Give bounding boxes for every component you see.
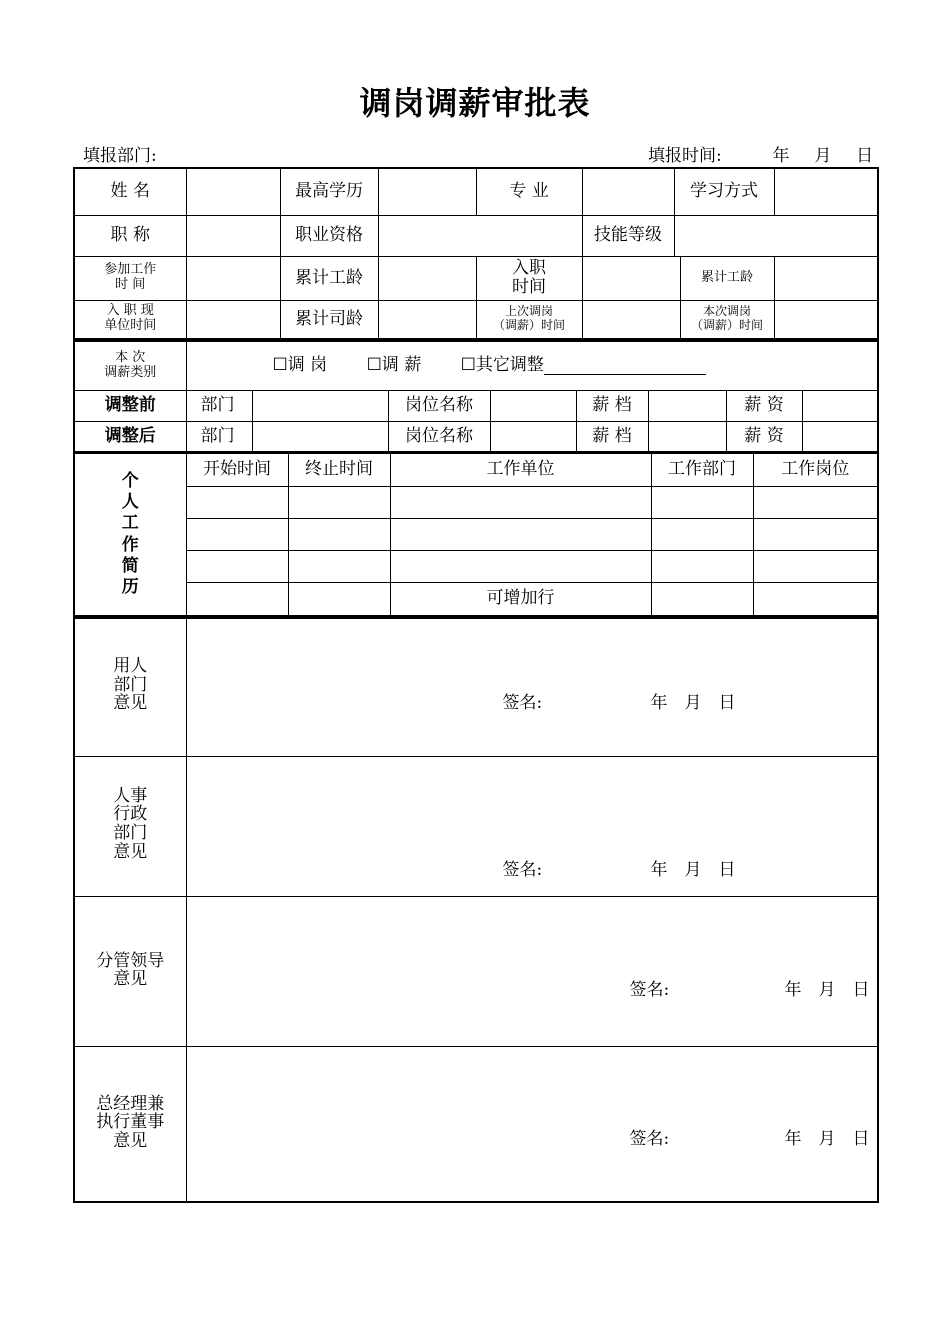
resume-table <box>73 452 879 617</box>
leader-month: 月 <box>818 979 836 1000</box>
table-row <box>74 518 878 550</box>
fill-time-label: 填报时间: <box>648 146 722 166</box>
after-dept-field[interactable] <box>252 421 388 452</box>
gm-day: 日 <box>852 1128 870 1149</box>
resume-cell[interactable] <box>186 518 288 550</box>
basic-info-table <box>73 167 879 340</box>
before-post-label: 岗位名称 <box>388 390 490 421</box>
before-post-field[interactable] <box>490 390 576 421</box>
total-years-label-2: 累计工龄 <box>680 256 774 300</box>
this-adjust-field[interactable] <box>774 300 878 339</box>
resume-cell[interactable] <box>288 486 390 518</box>
resume-cell[interactable] <box>288 582 390 616</box>
before-salary-label: 薪 资 <box>726 390 802 421</box>
leader-opinion-field[interactable] <box>186 896 878 1046</box>
resume-cell[interactable] <box>753 582 878 616</box>
study-mode-label: 学习方式 <box>674 168 774 215</box>
resume-cell[interactable] <box>753 518 878 550</box>
option-salary[interactable]: ☐调 薪 <box>366 355 422 376</box>
col-start-time: 开始时间 <box>186 453 288 486</box>
resume-cell[interactable] <box>753 550 878 582</box>
leader-year: 年 <box>784 979 802 1000</box>
col-end-time: 终止时间 <box>288 453 390 486</box>
dept-month: 月 <box>684 693 702 713</box>
join-work-field[interactable] <box>186 256 280 300</box>
major-field[interactable] <box>582 168 674 215</box>
skill-level-field[interactable] <box>674 215 878 256</box>
skill-level-label: 技能等级 <box>582 215 674 256</box>
adjust-type-options <box>186 341 878 390</box>
hr-sign-label: 签名: <box>502 859 543 880</box>
option-post[interactable]: ☐调 岗 <box>272 355 328 376</box>
resume-cell[interactable] <box>753 486 878 518</box>
resume-cell[interactable] <box>288 518 390 550</box>
before-dept-field[interactable] <box>252 390 388 421</box>
dept-opinion-field[interactable] <box>186 618 878 756</box>
hr-opinion-field[interactable] <box>186 756 878 896</box>
dept-sign-label: 签名: <box>502 693 543 713</box>
resume-cell[interactable] <box>651 518 753 550</box>
resume-cell[interactable] <box>390 518 651 550</box>
after-post-field[interactable] <box>490 421 576 452</box>
gm-opinion-label: 总经理兼 执行董事 意见 <box>74 1046 186 1202</box>
after-salary-label: 薪 资 <box>726 421 802 452</box>
edu-field[interactable] <box>378 168 476 215</box>
after-label: 调整后 <box>74 421 186 452</box>
after-grade-field[interactable] <box>648 421 726 452</box>
gm-month: 月 <box>818 1128 836 1149</box>
resume-cell[interactable] <box>288 550 390 582</box>
hr-year: 年 <box>650 859 668 880</box>
after-grade-label: 薪 档 <box>576 421 648 452</box>
title-label: 职 称 <box>74 215 186 256</box>
table-row <box>74 550 878 582</box>
before-grade-field[interactable] <box>648 390 726 421</box>
fill-time <box>648 141 873 166</box>
resume-cell[interactable] <box>651 582 753 616</box>
resume-cell[interactable] <box>186 582 288 616</box>
name-field[interactable] <box>186 168 280 215</box>
month-label: 月 <box>814 146 832 166</box>
total-years-label: 累计工龄 <box>280 256 378 300</box>
join-work-label: 参加工作 时 间 <box>74 256 186 300</box>
col-work-dept: 工作部门 <box>651 453 753 486</box>
resume-side-label: 个 人 工 作 简 历 <box>74 453 186 616</box>
hr-opinion-label: 人事 行政 部门 意见 <box>74 756 186 896</box>
dept-opinion-label: 用人 部门 意见 <box>74 618 186 756</box>
entry-unit-field[interactable] <box>186 300 280 339</box>
resume-cell[interactable] <box>186 486 288 518</box>
last-adjust-field[interactable] <box>582 300 680 339</box>
total-years-field-2[interactable] <box>774 256 878 300</box>
entry-time-field[interactable] <box>582 256 680 300</box>
entry-time-label: 入职 时间 <box>476 256 582 300</box>
table-row <box>74 582 878 616</box>
dept-year: 年 <box>650 693 668 713</box>
year-label: 年 <box>772 146 790 166</box>
resume-cell[interactable] <box>390 550 651 582</box>
leader-day: 日 <box>852 979 870 1000</box>
resume-cell[interactable] <box>651 550 753 582</box>
col-work-unit: 工作单位 <box>390 453 651 486</box>
hr-day: 日 <box>718 859 736 880</box>
day-label: 日 <box>856 146 874 166</box>
qualification-field[interactable] <box>378 215 582 256</box>
page-title: 调岗调薪审批表 <box>359 84 591 122</box>
after-dept-label: 部门 <box>186 421 252 452</box>
other-blank-line[interactable] <box>544 358 706 375</box>
study-mode-field[interactable] <box>774 168 878 215</box>
entry-unit-label: 入 职 现 单位时间 <box>74 300 186 339</box>
resume-cell[interactable] <box>651 486 753 518</box>
gm-year: 年 <box>784 1128 802 1149</box>
edu-label: 最高学历 <box>280 168 378 215</box>
col-work-post: 工作岗位 <box>753 453 878 486</box>
company-years-label: 累计司龄 <box>280 300 378 339</box>
before-label: 调整前 <box>74 390 186 421</box>
before-grade-label: 薪 档 <box>576 390 648 421</box>
hr-month: 月 <box>684 859 702 880</box>
this-adjust-label: 本次调岗 （调薪）时间 <box>680 300 774 339</box>
major-label: 专 业 <box>476 168 582 215</box>
total-years-field[interactable] <box>378 256 476 300</box>
add-rows-note: 可增加行 <box>390 582 651 616</box>
fill-dept-label: 填报部门: <box>83 146 157 166</box>
gm-opinion-field[interactable] <box>186 1046 878 1202</box>
resume-cell[interactable] <box>186 550 288 582</box>
adjust-table <box>73 340 879 453</box>
option-other[interactable]: ☐其它调整 <box>460 355 544 376</box>
resume-cell[interactable] <box>390 486 651 518</box>
dept-day: 日 <box>718 693 736 713</box>
opinions-table <box>73 617 879 1203</box>
before-salary-field[interactable] <box>802 390 878 421</box>
after-post-label: 岗位名称 <box>388 421 490 452</box>
gm-sign-label: 签名: <box>629 1128 670 1149</box>
before-dept-label: 部门 <box>186 390 252 421</box>
leader-opinion-label: 分管领导 意见 <box>74 896 186 1046</box>
last-adjust-label: 上次调岗 （调薪）时间 <box>476 300 582 339</box>
adjust-type-label: 本 次 调薪类别 <box>74 341 186 390</box>
table-row <box>74 486 878 518</box>
leader-sign-label: 签名: <box>629 979 670 1000</box>
title-field[interactable] <box>186 215 280 256</box>
company-years-field[interactable] <box>378 300 476 339</box>
after-salary-field[interactable] <box>802 421 878 452</box>
name-label: 姓 名 <box>74 168 186 215</box>
qualification-label: 职业资格 <box>280 215 378 256</box>
